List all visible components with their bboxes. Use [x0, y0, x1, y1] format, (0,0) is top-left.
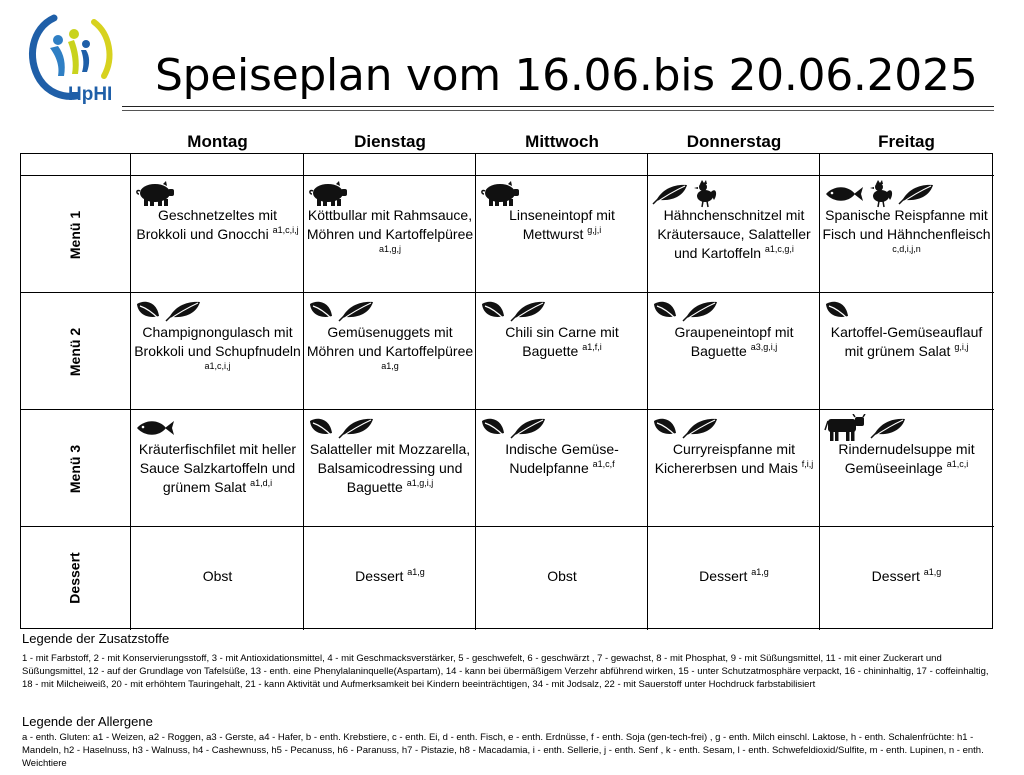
leaf-icon	[135, 300, 161, 322]
dish-text: Linseneintopf mit Mettwurst	[509, 207, 615, 242]
menu-cell	[820, 527, 993, 629]
page-title: Speiseplan vom 16.06.bis 20.06.2025	[155, 50, 978, 101]
allergen-codes: a1,g	[381, 361, 399, 371]
menu-cell	[648, 527, 820, 629]
dish-text: Geschnetzeltes mit Brokkoli und Gnocchi	[136, 207, 278, 242]
allergen-codes: c,d,i,j,n	[892, 244, 921, 254]
dish-text: Obst	[547, 568, 577, 584]
dish-name	[820, 440, 993, 478]
pig-icon	[135, 181, 175, 207]
feather-icon	[510, 300, 546, 322]
dish-name	[820, 206, 993, 263]
feather-icon	[338, 417, 374, 439]
allergens-legend-title: Legende der Allergene	[22, 714, 153, 729]
additives-legend-text: 1 - mit Farbstoff, 2 - mit Konservierungsstoff, 3 - mit Antioxidationsmittel, 4 - mit Geschmacksverstärker, 5 - geschwefelt, 6 - geschwärzt , 7 - gewachst, 8 - mit Phosphat, 9 - mit Süßungsmittel, 11 - mit einer Zuckerart und Süßungsmittel, 12 - auf der Grundlage von Tafelsüße, 13 - enth. eine Phenylalaninquelle(Aspartam), 14 - kann bei übermäßigem Verzehr abführend wirken, 15 - unter Schutzatmosphäre verpackt, 16 - chininhaltig, 17 - coffeinhaltig, 18 - mit Milcheiweiß, 20 - mit erhöhtem Tauringehalt, 21 - kann Aktivität und Aufmerksamkeit bei Kindern beeinträchtigen, 34 - mit Jodsalz, 22 - mit Sauerstoff unter Hochdruck farbstabilisiert	[22, 653, 989, 690]
dish-name	[131, 323, 304, 380]
diet-icons	[824, 413, 906, 443]
allergen-codes: a1,c,i	[946, 459, 969, 469]
menu-cell	[131, 293, 304, 410]
dish-text: Hähnchenschnitzel mit Kräutersauce, Salatteller und Kartoffeln	[657, 207, 811, 261]
fish-icon	[135, 418, 175, 438]
dish-name	[476, 440, 648, 478]
feather-icon	[165, 300, 201, 322]
allergen-codes: a1,c,i,j	[204, 361, 231, 371]
leaf-icon	[824, 300, 850, 322]
dish-text: Indische Gemüse-Nudelpfanne	[505, 441, 619, 476]
leaf-icon	[480, 300, 506, 322]
allergen-codes: a1,g,j	[378, 244, 402, 254]
pig-icon	[308, 181, 348, 207]
menu-cell	[476, 527, 648, 629]
dish-text: Kräuterfischfilet mit heller Sauce Salzkartoffeln und grünem Salat	[138, 441, 297, 495]
title-rule	[122, 106, 994, 107]
menu-cell	[820, 410, 993, 527]
menu-cell	[304, 527, 476, 629]
column-header-donnerstag: Donnerstag	[686, 132, 782, 151]
chicken-icon	[692, 180, 718, 208]
allergen-codes: a1,g	[407, 567, 425, 577]
dish-name	[648, 323, 820, 361]
dish-name	[820, 567, 993, 586]
hphi-logo	[24, 10, 124, 105]
menu-cell	[476, 293, 648, 410]
diet-icons	[824, 179, 934, 209]
menu-cell	[476, 410, 648, 527]
menu-cell	[648, 176, 820, 293]
dish-name	[304, 323, 476, 380]
menu-cell	[820, 293, 993, 410]
menu-cell	[131, 410, 304, 527]
allergen-codes: a3,g,i,j	[750, 342, 778, 352]
feather-icon	[870, 417, 906, 439]
diet-icons	[480, 413, 546, 443]
feather-icon	[682, 417, 718, 439]
dish-name	[131, 567, 304, 586]
feather-icon	[338, 300, 374, 322]
dish-name	[304, 567, 476, 586]
dish-name	[476, 567, 648, 586]
dish-name	[820, 323, 993, 361]
dish-text: Dessert	[699, 568, 748, 584]
dish-name	[304, 440, 476, 497]
title-rule-thin	[122, 110, 994, 111]
dish-text: Rindernudelsuppe mit Gemüseeinlage	[838, 441, 975, 476]
feather-icon	[898, 183, 934, 205]
fish-icon	[824, 184, 864, 204]
allergen-codes: a1,c,i,j	[272, 225, 299, 235]
feather-icon	[510, 417, 546, 439]
menu-cell	[304, 293, 476, 410]
cow-icon	[824, 414, 866, 442]
allergen-codes: a1,c,f	[592, 459, 615, 469]
diet-icons	[308, 413, 374, 443]
pig-icon	[480, 181, 520, 207]
dish-text: Obst	[202, 568, 233, 584]
leaf-icon	[308, 300, 334, 322]
menu-cell	[304, 176, 476, 293]
allergen-codes: a1,g,i,j	[406, 478, 434, 488]
allergen-codes: a1,g	[923, 567, 942, 577]
dish-text: Spanische Reispfanne mit Fisch und Hähnchenfleisch	[822, 207, 991, 242]
dish-name	[476, 323, 648, 361]
dish-name	[304, 206, 476, 263]
diet-icons	[824, 296, 850, 326]
dish-text: Köttbullar mit Rahmsauce, Möhren und Kartoffelpüree	[306, 207, 474, 242]
diet-icons	[652, 179, 718, 209]
column-header-dienstag: Dienstag	[354, 132, 426, 151]
allergen-codes: g,j,i	[587, 225, 602, 235]
menu-cell	[131, 527, 304, 629]
chicken-icon	[868, 180, 894, 208]
dish-text: Kartoffel-Gemüseauflauf mit grünem Salat	[830, 324, 983, 359]
leaf-icon	[652, 417, 678, 439]
menu-cell	[131, 176, 304, 293]
row-label-menu-2: Menü 2	[66, 327, 83, 376]
allergen-codes: f,i,j	[801, 459, 814, 469]
allergen-codes: a1,c,g,i	[764, 244, 794, 254]
menu-cell	[648, 410, 820, 527]
row-label-dessert: Dessert	[67, 552, 83, 604]
menu-cell	[304, 410, 476, 527]
diet-icons	[135, 179, 175, 209]
diet-icons	[135, 413, 175, 443]
dish-text: Chili sin Carne mit Baguette	[505, 324, 619, 359]
diet-icons	[308, 179, 348, 209]
column-header-mittwoch: Mittwoch	[525, 132, 599, 151]
allergen-codes: a1,f,i	[582, 342, 602, 352]
dish-name	[648, 567, 820, 586]
dish-text: Dessert	[355, 568, 404, 584]
svg-text:HpHI: HpHI	[68, 84, 113, 105]
dish-text: Champignongulasch mit Brokkoli und Schupfnudeln	[134, 324, 301, 359]
dish-text: Curryreispfanne mit Kichererbsen und Mais	[654, 441, 798, 476]
leaf-icon	[480, 417, 506, 439]
diet-icons	[308, 296, 374, 326]
diet-icons	[135, 296, 201, 326]
dish-text: Gemüsenuggets mit Möhren und Kartoffelpüree	[306, 324, 474, 359]
column-header-montag: Montag	[187, 132, 248, 151]
additives-legend-title: Legende der Zusatzstoffe	[22, 631, 170, 646]
dish-text: Dessert	[871, 568, 920, 584]
dish-name	[648, 440, 820, 478]
dish-name	[131, 206, 304, 244]
leaf-icon	[652, 300, 678, 322]
dish-name	[476, 206, 648, 244]
dish-text: Graupeneintopf mit Baguette	[674, 324, 794, 359]
menu-cell	[820, 176, 993, 293]
feather-icon	[652, 183, 688, 205]
diet-icons	[652, 413, 718, 443]
diet-icons	[480, 179, 520, 209]
dish-name	[648, 206, 820, 263]
dish-name	[131, 440, 304, 497]
feather-icon	[682, 300, 718, 322]
diet-icons	[652, 296, 718, 326]
dish-text: Salatteller mit Mozzarella, Balsamicodressing und Baguette	[309, 441, 471, 495]
row-label-menu-1: Menü 1	[66, 210, 83, 259]
row-label-menu-3: Menü 3	[66, 444, 83, 493]
leaf-icon	[308, 417, 334, 439]
column-header-freitag: Freitag	[878, 132, 935, 151]
allergen-codes: a1,g	[751, 567, 769, 577]
menu-cell	[476, 176, 648, 293]
allergen-codes: a1,d,i	[250, 478, 273, 488]
diet-icons	[480, 296, 546, 326]
allergens-legend-text: a - enth. Gluten: a1 - Weizen, a2 - Roggen, a3 - Gerste, a4 - Hafer, b - enth. Krebstiere, c - enth. Ei, d - enth. Fisch, e - enth. Erdnüsse, f - enth. Soja (gen-tech-frei) , g - enth. Milch einschl. Laktose, h - enth. Schalenfrüchte: h1 - Mandeln, h2 - Haselnuss, h3 - Walnuss, h4 - Cashewnuss, h5 - Pecanuss, h6 - Paranuss, h7 - Pistazie, h8 - Macadamia, i - enth. Sellerie, j - enth. Senf , k - enth. Sesam, l - enth. Schwefeldioxid/Sulfite, m - enth. Lupinen, n - enth. Weichtiere	[22, 732, 984, 769]
menu-cell	[648, 293, 820, 410]
allergen-codes: g,i,j	[954, 342, 969, 352]
